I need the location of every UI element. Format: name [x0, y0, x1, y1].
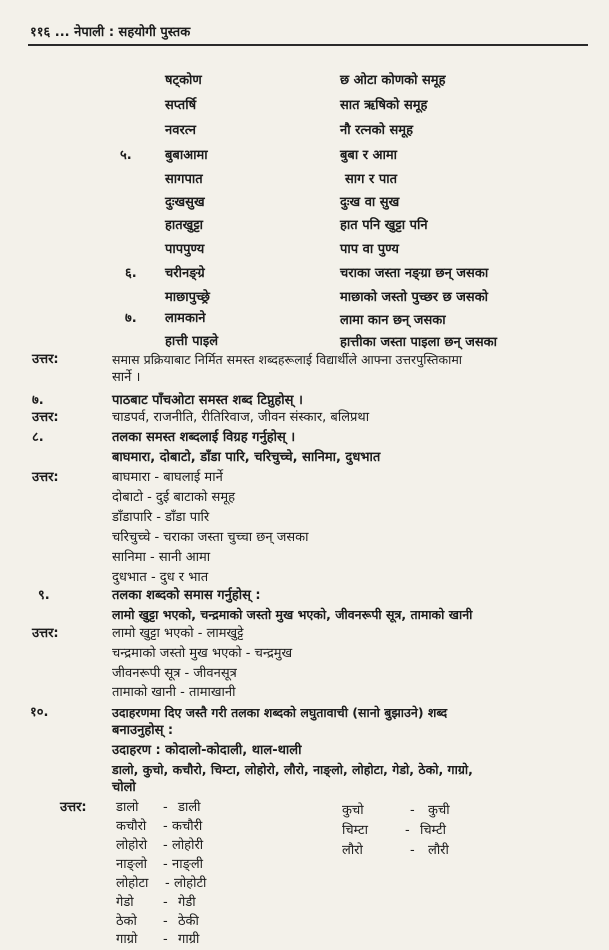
- pair-meaning: लामा कान छन् जसका: [340, 313, 446, 328]
- question-text: बनाउनुहोस् :: [112, 723, 174, 738]
- pair-meaning: दुःख वा सुख: [340, 195, 400, 210]
- answer-small: कुची: [428, 803, 450, 818]
- pair-word: पापपुण्य: [165, 242, 205, 257]
- dash: -: [163, 914, 168, 929]
- answer-line: तामाको खानी - तामाखानी: [112, 685, 236, 700]
- pair-meaning: चराका जस्ता नङ्ग्रा छन् जसका: [340, 266, 489, 281]
- dash: -: [405, 823, 410, 838]
- pair-meaning: छ ओटा कोणको समूह: [340, 73, 446, 88]
- answer-text: समास प्रक्रियाबाट निर्मित समस्त शब्दहरूलाई विद्यार्थीले आफ्ना उत्तरपुस्तिकामा: [112, 352, 463, 367]
- dash: -: [410, 843, 415, 858]
- question-number: ९.: [38, 588, 50, 603]
- question-number: ८.: [32, 430, 44, 445]
- pair-meaning: नौ रत्नको समूह: [340, 123, 413, 138]
- question-words: डालो, कुचो, कचौरो, चिम्टा, लोहोरो, लौरो, नाङ्लो, लोहोटा, गेडो, ठेको, गाग्रो,: [112, 762, 473, 777]
- pair-word: बुबाआमा: [165, 148, 208, 163]
- answer-label: उत्तर:: [32, 470, 59, 485]
- question-text: पाठबाट पाँचओटा समस्त शब्द टिप्नुहोस् ।: [112, 393, 303, 408]
- pair-word: माछापुच्छ्रे: [165, 290, 210, 305]
- pair-word: षट्कोण: [165, 73, 202, 88]
- answer-word: गेडो: [116, 895, 134, 910]
- answer-label: उत्तर:: [60, 800, 87, 815]
- section-number: ५.: [120, 148, 132, 163]
- pair-word: सप्तर्षि: [165, 98, 197, 113]
- dash: -: [163, 838, 168, 853]
- pair-word: हात्ती पाइले: [165, 334, 219, 349]
- pair-word: नवरत्न: [165, 123, 196, 138]
- question-number: ७.: [32, 393, 44, 408]
- answer-small: डाली: [178, 800, 201, 815]
- answer-text: चाडपर्व, राजनीति, रीतिरिवाज, जीवन संस्कार, बलिप्रथा: [112, 410, 370, 425]
- answer-line: डाँडापारि - डाँडा पारि: [112, 510, 210, 525]
- answer-label: उत्तर:: [32, 626, 59, 641]
- answer-line: दोबाटो - दुई बाटाको समूह: [112, 490, 236, 505]
- dash: -: [163, 857, 168, 872]
- answer-line: चरिचुच्चे - चराका जस्ता चुच्चा छन् जसका: [112, 530, 309, 545]
- dash: -: [163, 895, 168, 910]
- answer-line: लामो खुट्टा भएको - लामखुट्टे: [112, 626, 244, 641]
- answer-small: गेडी: [178, 895, 196, 910]
- answer-text: सार्ने ।: [112, 370, 141, 385]
- answer-small: नाङ्ली: [172, 857, 204, 872]
- answer-small: लौरी: [428, 843, 449, 858]
- answer-line: बाघमारा - बाघलाई मार्ने: [112, 470, 223, 485]
- question-words: चोलो: [112, 780, 136, 795]
- answer-small: चिम्टी: [420, 823, 446, 838]
- pair-meaning: सात ऋषिको समूह: [340, 98, 428, 113]
- answer-line: जीवनरूपी सूत्र - जीवनसूत्र: [112, 666, 237, 681]
- question-example: उदाहरण : कोदालो-कोदाली, थाल-थाली: [112, 743, 302, 758]
- answer-label: उत्तर:: [32, 352, 59, 367]
- section-number: ६.: [125, 266, 137, 281]
- answer-line: सानिमा - सानी आमा: [112, 550, 211, 565]
- answer-word: कचौरो: [116, 819, 147, 834]
- pair-word: सागपात: [165, 172, 203, 187]
- pair-word: लामकाने: [165, 311, 206, 326]
- pair-meaning: माछाको जस्तो पुच्छर छ जसको: [340, 290, 489, 305]
- question-text: उदाहरणमा दिए जस्तै गरी तलका शब्दको लघुतावाची (सानो बुझाउने) शब्द: [112, 705, 448, 720]
- pair-word: चरीनङ्ग्रे: [165, 266, 205, 281]
- dash: -: [410, 803, 415, 818]
- answer-small: गाग्री: [178, 932, 200, 947]
- pair-meaning: हात पनि खुट्टा पनि: [340, 218, 428, 233]
- question-words: लामो खुट्टा भएको, चन्द्रमाको जस्तो मुख भएको, जीवनरूपी सूत्र, तामाको खानी: [112, 607, 473, 622]
- question-words: बाघमारा, दोबाटो, डाँडा पारि, चरिचुच्चे, सानिमा, दुधभात: [112, 450, 381, 465]
- pair-word: दुःखसुख: [165, 195, 205, 210]
- pair-meaning: हात्तीका जस्ता पाइला छन् जसका: [340, 335, 497, 350]
- dash: -: [163, 932, 168, 947]
- answer-line: चन्द्रमाको जस्तो मुख भएको - चन्द्रमुख: [112, 646, 293, 661]
- answer-word: गाग्रो: [116, 932, 138, 947]
- answer-small: कचौरी: [172, 819, 203, 834]
- answer-small: लोहोटी: [174, 876, 207, 891]
- question-text: तलका शब्दको समास गर्नुहोस् :: [112, 588, 261, 603]
- pair-meaning: साग र पात: [345, 172, 398, 187]
- answer-word: चिम्टा: [342, 823, 368, 838]
- dash: -: [163, 819, 168, 834]
- answer-label: उत्तर:: [32, 410, 59, 425]
- section-number: ७.: [125, 311, 137, 326]
- dash: -: [165, 876, 170, 891]
- answer-word: डालो: [116, 800, 139, 815]
- answer-word: लोहोरो: [116, 838, 148, 853]
- pair-meaning: पाप वा पुण्य: [340, 242, 399, 257]
- answer-word: लोहोटा: [116, 876, 149, 891]
- answer-small: ठेकी: [178, 914, 199, 929]
- answer-word: लौरो: [342, 843, 363, 858]
- answer-word: नाङ्लो: [116, 857, 148, 872]
- pair-word: हातखुट्टा: [165, 218, 204, 233]
- answer-line: दुधभात - दुध र भात: [112, 570, 209, 585]
- question-text: तलका समस्त शब्दलाई विग्रह गर्नुहोस् ।: [112, 430, 296, 445]
- question-number: १०.: [30, 705, 49, 720]
- pair-meaning: बुबा र आमा: [340, 148, 398, 163]
- answer-word: कुचो: [342, 803, 364, 818]
- header-rule: [28, 44, 588, 46]
- dash: -: [163, 800, 168, 815]
- answer-word: ठेको: [116, 914, 137, 929]
- page-header: ११६ ... नेपाली : सहयोगी पुस्तक: [30, 25, 191, 40]
- answer-small: लोहोरी: [172, 838, 204, 853]
